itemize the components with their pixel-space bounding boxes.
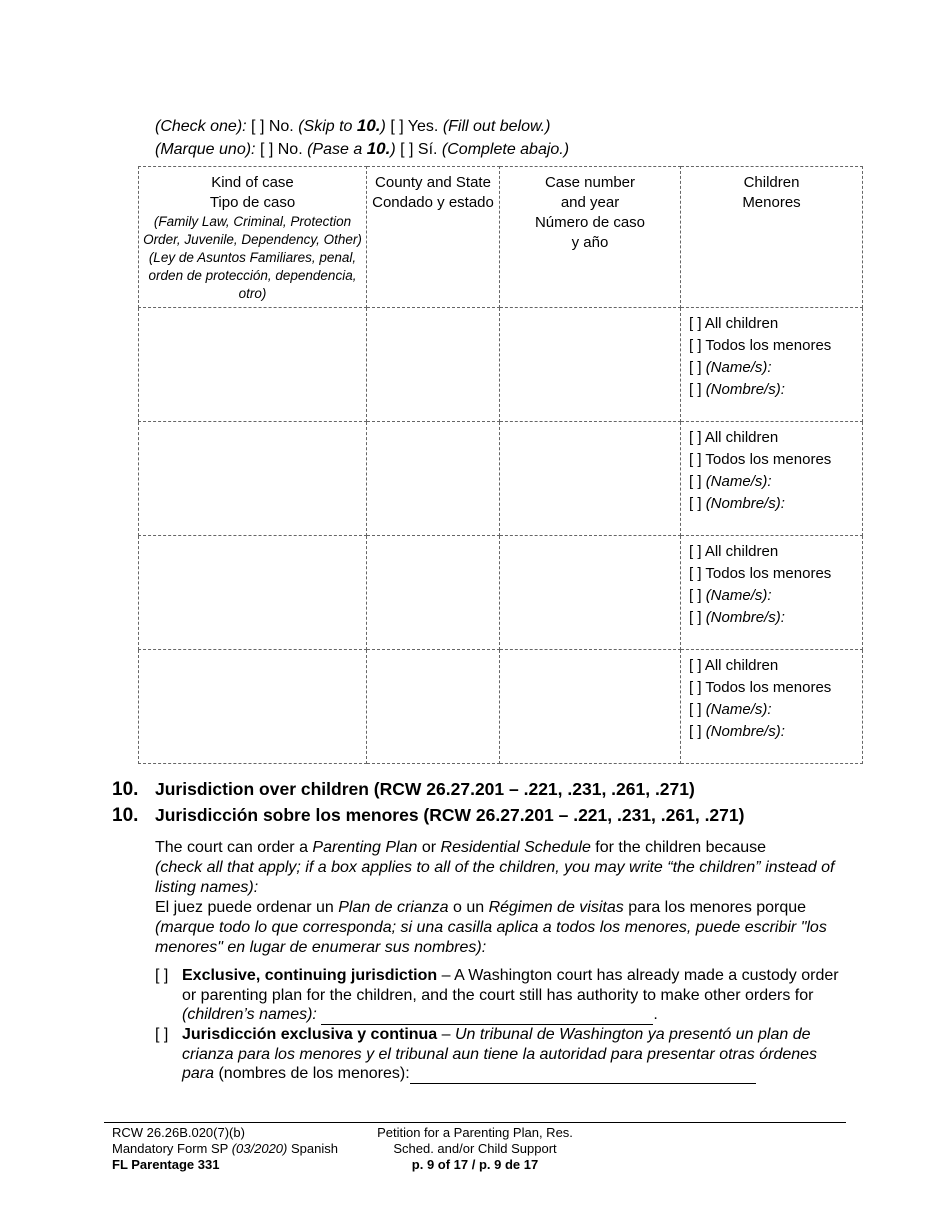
section-title-es: Jurisdicción sobre los menores (RCW 26.27.201 – .221, .231, .261, .271) (155, 805, 745, 825)
footer-form-date: (03/2020) (231, 1141, 288, 1156)
header-kind-note-en: (Family Law, Criminal, Protection Order, Juvenile, Dependency, Other) (143, 214, 362, 247)
nombres-checkbox[interactable] (689, 493, 862, 515)
p-es-o: o un (448, 899, 489, 916)
kind-of-case-cell[interactable] (139, 536, 367, 650)
skip-note-close-es: ) (390, 141, 396, 158)
nombres-checkbox[interactable] (689, 721, 862, 743)
nombres-box[interactable]: [ ] (689, 609, 702, 626)
county-state-cell[interactable] (367, 650, 500, 764)
option-yes-checkbox[interactable]: [ ] Yes. (390, 118, 439, 135)
header-case-en-1: Case number (544, 174, 636, 191)
table-row (139, 308, 863, 422)
county-state-cell[interactable] (367, 308, 500, 422)
table-header-row (139, 167, 863, 308)
option-no-checkbox-es[interactable]: [ ] No. (259, 141, 303, 158)
names-label: (Name/s): (705, 701, 772, 718)
nombres-checkbox[interactable] (689, 379, 862, 401)
p-en-residential-schedule: Residential Schedule (440, 839, 591, 856)
jurisdiccion-exclusiva-title: Jurisdicción exclusiva y continua (182, 1026, 438, 1043)
fill-note: (Fill out below.) (442, 118, 551, 135)
kind-of-case-cell[interactable] (139, 422, 367, 536)
header-county-en: County and State (375, 174, 491, 191)
option-yes-checkbox-es[interactable]: [ ] Sí. (400, 141, 438, 158)
children-cell (681, 536, 863, 650)
exclusive-jurisdiction-text: – A Washington court has already made a custody order or parenting plan for the children, and the court still has authority to make other orders for (182, 967, 839, 1004)
footer-left (112, 1125, 338, 1173)
nombres-label: (Nombre/s): (705, 723, 785, 740)
section-10-heading-es (112, 805, 744, 827)
prior-cases-table (138, 166, 863, 764)
table-row (139, 536, 863, 650)
all-children-checkbox[interactable]: [ ] All children (689, 429, 779, 446)
footer-title-1: Petition for a Parenting Plan, Res. (377, 1125, 573, 1140)
table-row (139, 650, 863, 764)
skip-note-es: (Pase a (307, 141, 363, 158)
names-box[interactable]: [ ] (689, 473, 702, 490)
all-children-checkbox[interactable]: [ ] All children (689, 315, 779, 332)
todos-los-menores-checkbox[interactable]: [ ] Todos los menores (689, 451, 832, 468)
case-number-cell[interactable] (500, 308, 681, 422)
exclusive-jurisdiction-title: Exclusive, continuing jurisdiction (182, 967, 438, 984)
nombres-label: (Nombre/s): (705, 609, 785, 626)
p-en-or: or (417, 839, 441, 856)
footer-divider (104, 1122, 846, 1123)
footer-form-label: Mandatory Form SP (112, 1141, 232, 1156)
footer-form-id: FL Parentage 331 (112, 1157, 220, 1172)
names-label: (Name/s): (705, 587, 772, 604)
footer-form-line (112, 1141, 338, 1157)
todos-los-menores-checkbox[interactable]: [ ] Todos los menores (689, 565, 832, 582)
option-no-checkbox[interactable]: [ ] No. (251, 118, 294, 135)
county-state-cell[interactable] (367, 536, 500, 650)
header-case-en-2: and year (560, 194, 620, 211)
header-children (681, 167, 863, 308)
footer-center (370, 1125, 580, 1173)
table-row (139, 422, 863, 536)
exclusive-jurisdiction-option (155, 966, 845, 1025)
kind-of-case-cell[interactable] (139, 308, 367, 422)
case-number-cell[interactable] (500, 422, 681, 536)
check-one-label: (Check one): (155, 118, 247, 135)
county-state-cell[interactable] (367, 422, 500, 536)
header-kind-es: Tipo de caso (209, 194, 296, 211)
kind-of-case-cell[interactable] (139, 650, 367, 764)
section-number: 10. (112, 779, 139, 800)
header-kind-note-es: (Ley de Asuntos Familiares, penal, orden de protección, dependencia, otro) (148, 250, 357, 301)
footer-form-language: Spanish (287, 1141, 338, 1156)
names-label: (Name/s): (705, 473, 772, 490)
p-es-regimen-visitas: Régimen de visitas (488, 899, 624, 916)
p-en-text-2: for the children because (590, 839, 767, 856)
jurisdiccion-exclusiva-option (155, 1025, 845, 1084)
nombres-box[interactable]: [ ] (689, 381, 702, 398)
nombres-menores-field[interactable] (410, 1067, 756, 1084)
header-case-number (500, 167, 681, 308)
childrens-names-field[interactable] (321, 1008, 653, 1025)
names-box[interactable]: [ ] (689, 701, 702, 718)
p-es-text-2: para los menores porque (623, 899, 807, 916)
header-children-es: Menores (742, 194, 801, 211)
nombres-label: (Nombre/s): (705, 495, 785, 512)
period: . (653, 1006, 658, 1023)
skip-note-close: ) (380, 118, 386, 135)
todos-los-menores-checkbox[interactable]: [ ] Todos los menores (689, 679, 832, 696)
names-label: (Name/s): (705, 359, 772, 376)
header-kind-of-case (139, 167, 367, 308)
nombres-checkbox[interactable] (689, 607, 862, 629)
skip-section-number: 10. (356, 116, 381, 135)
nombres-box[interactable]: [ ] (689, 495, 702, 512)
exclusive-jurisdiction-checkbox[interactable]: [ ] (155, 967, 169, 984)
header-kind-en: Kind of case (211, 174, 294, 191)
header-county-state (367, 167, 500, 308)
paragraph-en (155, 838, 845, 898)
p-es-instructions: (marque todo lo que corresponda; si una casilla aplica a todos los menores, puede escribir "los menores" en lugar de enumerar sus nombres): (155, 919, 827, 956)
nombres-label: (Nombre/s): (705, 381, 785, 398)
names-box[interactable]: [ ] (689, 359, 702, 376)
nombres-box[interactable]: [ ] (689, 723, 702, 740)
check-one-line-en (155, 116, 550, 136)
p-en-instructions: (check all that apply; if a box applies to all of the children, you may write “the children” instead of listing names): (155, 859, 835, 896)
children-cell (681, 308, 863, 422)
names-checkbox[interactable] (689, 471, 862, 493)
header-county-es: Condado y estado (372, 194, 494, 211)
names-checkbox[interactable] (689, 585, 862, 607)
section-title-en: Jurisdiction over children (RCW 26.27.201 – .221, .231, .261, .271) (155, 779, 695, 799)
jurisdiccion-exclusiva-text: Un tribunal de Washington ya presentó un plan de crianza para los menores y el tribunal aun tiene la autoridad para presentar otras órdenes para (182, 1026, 818, 1082)
footer-page-number: p. 9 of 17 / p. 9 de 17 (411, 1157, 539, 1172)
header-case-es-1: Número de caso (534, 214, 646, 231)
fill-note-es: (Complete abajo.) (441, 141, 570, 158)
nombres-menores-label: (nombres de los menores): (214, 1065, 410, 1082)
skip-section-number-es: 10. (366, 139, 391, 158)
all-children-checkbox[interactable]: [ ] All children (689, 657, 779, 674)
header-case-es-2: y año (571, 234, 609, 251)
header-children-en: Children (743, 174, 800, 191)
paragraph-es (155, 898, 845, 958)
jurisdiccion-exclusiva-checkbox[interactable]: [ ] (155, 1026, 169, 1043)
section-10-heading-en (112, 779, 695, 801)
p-en-parenting-plan: Parenting Plan (312, 839, 418, 856)
footer-title-2: Sched. and/or Child Support (393, 1141, 557, 1156)
section-number-es: 10. (112, 805, 139, 826)
marque-uno-label: (Marque uno): (155, 141, 256, 158)
dash: – (437, 1026, 455, 1043)
names-checkbox[interactable] (689, 699, 862, 721)
names-box[interactable]: [ ] (689, 587, 702, 604)
names-checkbox[interactable] (689, 357, 862, 379)
check-one-line-es (155, 139, 569, 159)
all-children-checkbox[interactable]: [ ] All children (689, 543, 779, 560)
footer-rcw: RCW 26.26B.020(7)(b) (112, 1125, 245, 1140)
p-es-text: El juez puede ordenar un (155, 899, 339, 916)
todos-los-menores-checkbox[interactable]: [ ] Todos los menores (689, 337, 832, 354)
skip-note: (Skip to (298, 118, 353, 135)
p-es-plan-crianza: Plan de crianza (338, 899, 449, 916)
children-cell (681, 650, 863, 764)
case-number-cell[interactable] (500, 536, 681, 650)
children-cell (681, 422, 863, 536)
p-en-text: The court can order a (155, 839, 313, 856)
childrens-names-label: (children’s names): (182, 1006, 317, 1023)
case-number-cell[interactable] (500, 650, 681, 764)
